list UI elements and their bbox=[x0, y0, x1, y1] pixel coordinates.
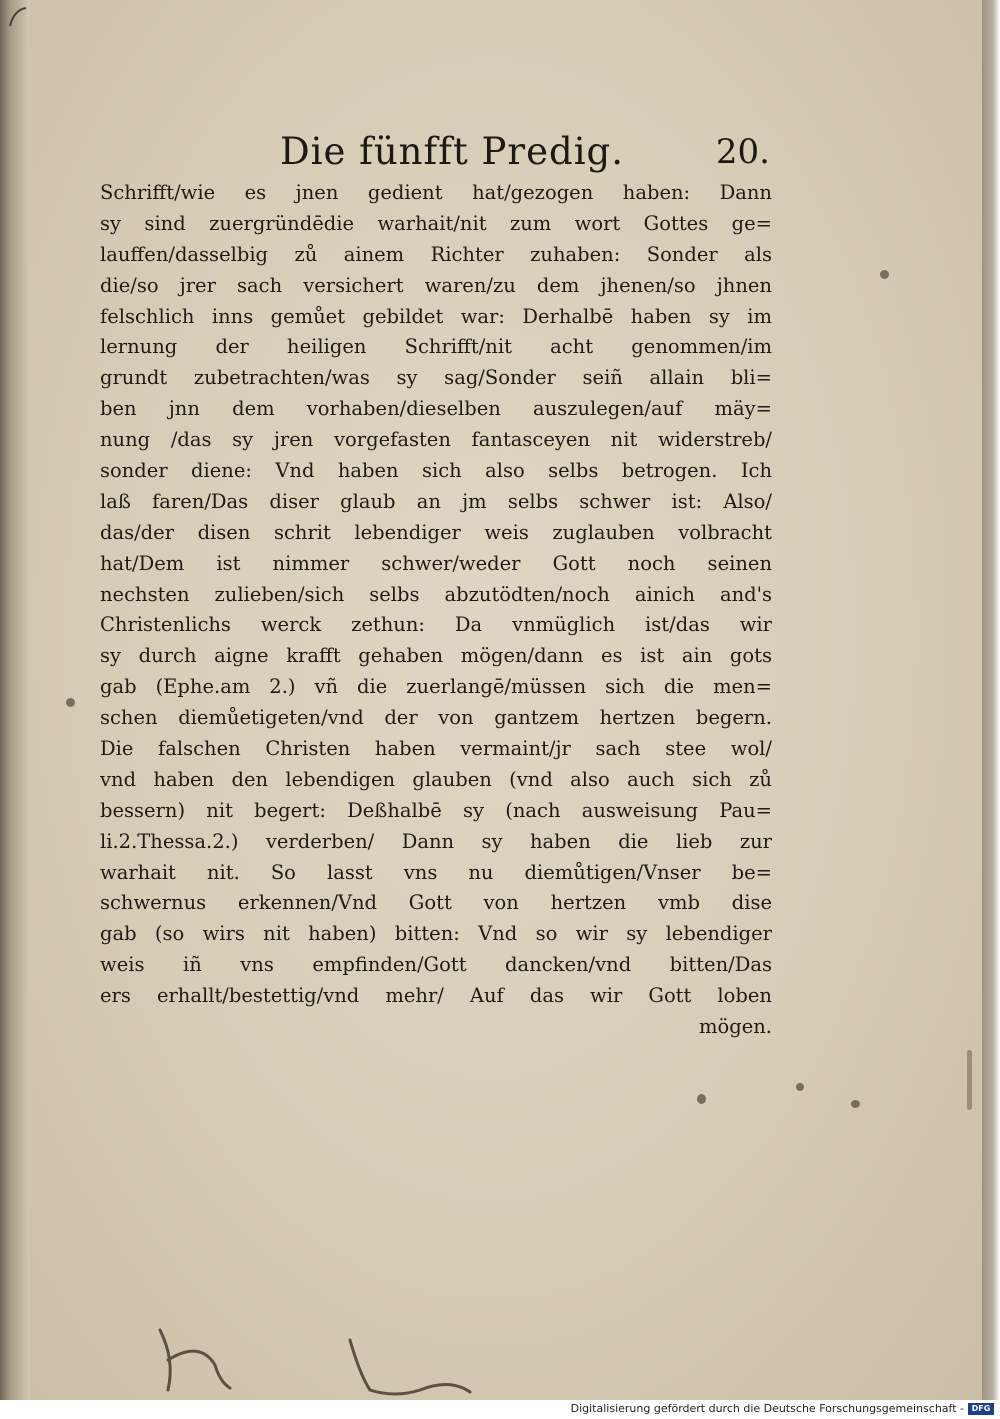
text-line: nung /das sy jren vorgefasten fantasceyen nit widerstreb/ bbox=[100, 428, 772, 452]
text-line: hat/Dem ist nimmer schwer/weder Gott noch seinen bbox=[100, 551, 772, 575]
digitization-footer bbox=[0, 1400, 1000, 1419]
text-line: nechsten zulieben/sich selbs abzutödten/noch ainich and's bbox=[100, 582, 772, 606]
text-line: gab (so wirs nit haben) bitten: Vnd so wir sy lebendiger bbox=[100, 922, 772, 946]
text-line: laß faren/Das diser glaub an jm selbs schwer ist: Also/ bbox=[100, 489, 772, 513]
text-line: lauffen/dasselbig zů ainem Richter zuhaben: Sonder als bbox=[100, 242, 772, 266]
ink-spot bbox=[697, 1094, 706, 1104]
text-line: Schrifft/wie es jnen gedient hat/gezogen haben: Dann bbox=[100, 181, 772, 204]
sermon-title: Die fünfft Predig. bbox=[280, 130, 624, 173]
text-line: felschlich inns gemůet gebildet war: Derhalbē haben sy im bbox=[100, 304, 772, 328]
ink-spot bbox=[880, 270, 889, 279]
text-line: ers erhallt/bestettig/vnd mehr/ Auf das wir Gott loben bbox=[100, 984, 772, 1008]
funding-credit: Digitalisierung gefördert durch die Deutsche Forschungsgemeinschaft - bbox=[570, 1402, 964, 1415]
scan-background-edge bbox=[982, 0, 1000, 1400]
text-line: sy sind zuergründēdie warhait/nit zum wort Gottes ge= bbox=[100, 211, 772, 235]
page-binding-edge bbox=[0, 0, 30, 1400]
text-line: sonder diene: Vnd haben sich also selbs betrogen. Ich bbox=[100, 459, 772, 483]
text-line: schen diemůetigeten/vnd der von gantzem hertzen begern. bbox=[100, 706, 772, 730]
text-line: die/so jrer sach versichert waren/zu dem jhenen/so jhnen bbox=[100, 273, 772, 297]
handwritten-marks bbox=[120, 1320, 540, 1400]
text-line: lernung der heiligen Schrifft/nit acht genommen/im bbox=[100, 335, 772, 359]
text-line-last: mögen. bbox=[698, 1015, 772, 1039]
body-text bbox=[100, 178, 772, 1043]
text-line: warhait nit. So lasst vns nu diemůtigen/Vnser be= bbox=[100, 860, 772, 884]
text-line: li.2.Thessa.2.) verderben/ Dann sy haben die lieb zur bbox=[100, 829, 772, 853]
text-line: schwernus erkennen/Vnd Gott von hertzen vmb dise bbox=[100, 891, 772, 915]
text-line: Christenlichs werck zethun: Da vnmüglich ist/das wir bbox=[100, 613, 772, 637]
corner-crease-mark bbox=[8, 6, 30, 28]
ink-spot bbox=[967, 1050, 972, 1110]
page-header bbox=[280, 130, 770, 180]
page-number: 20. bbox=[715, 132, 770, 172]
ink-spot bbox=[66, 698, 75, 707]
text-line: Die falschen Christen haben vermaint/jr sach stee wol/ bbox=[100, 737, 772, 761]
dfg-logo: DFG bbox=[968, 1403, 994, 1415]
text-line: das/der disen schrit lebendiger weis zuglauben volbracht bbox=[100, 520, 772, 544]
text-line: sy durch aigne krafft gehaben mögen/dann es ist ain gots bbox=[100, 644, 772, 668]
text-line: ben jnn dem vorhaben/dieselben auszulegen/auf mäy= bbox=[100, 397, 772, 421]
text-line: gab (Ephe.am 2.) vñ die zuerlangē/müssen sich die men= bbox=[100, 675, 772, 699]
ink-spot bbox=[851, 1100, 860, 1108]
ink-spot bbox=[796, 1083, 804, 1091]
text-line: grundt zubetrachten/was sy sag/Sonder seiñ allain bli= bbox=[100, 366, 772, 390]
text-line: vnd haben den lebendigen glauben (vnd also auch sich zů bbox=[100, 767, 772, 791]
text-line: bessern) nit begert: Deßhalbē sy (nach ausweisung Pau= bbox=[100, 798, 772, 822]
text-line: weis iñ vns empfinden/Gott dancken/vnd bitten/Das bbox=[100, 953, 772, 977]
